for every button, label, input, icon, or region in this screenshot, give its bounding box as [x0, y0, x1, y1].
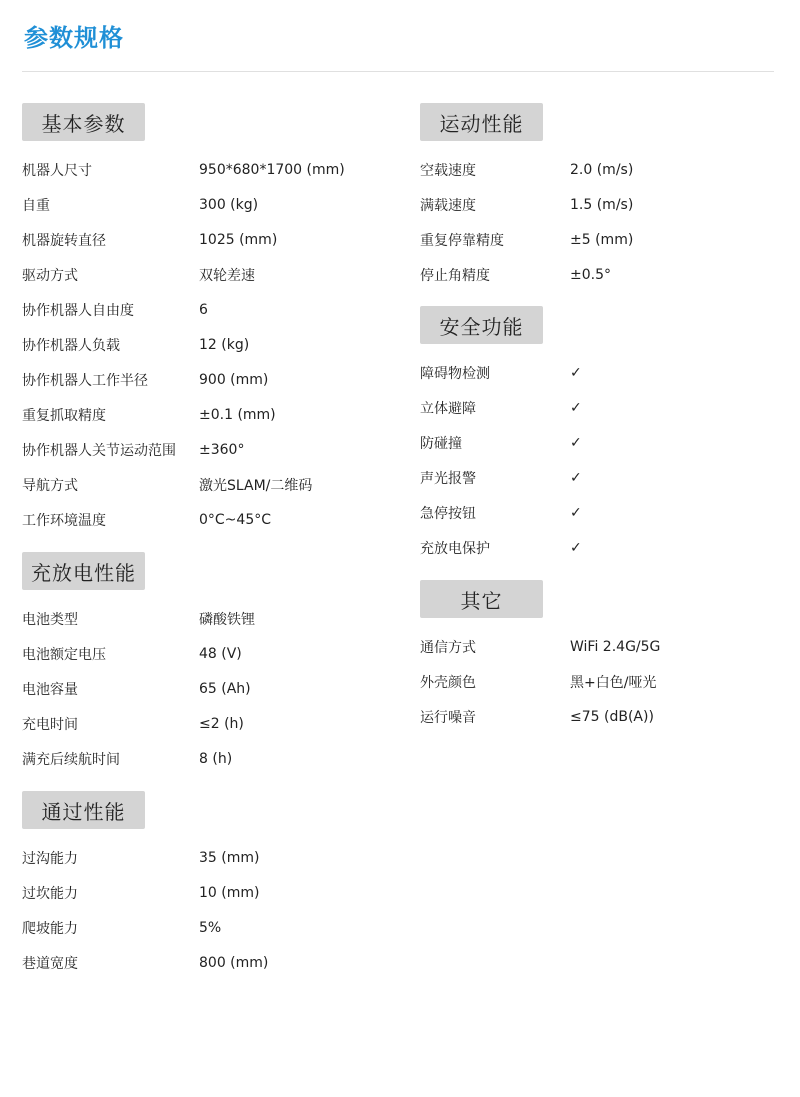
spec-rows-other: [420, 629, 780, 734]
spec-label: 自重: [22, 197, 50, 214]
spec-label: 协作机器人工作半径: [22, 372, 148, 389]
spec-value: 300 (kg): [199, 196, 259, 213]
section-header-charging: 充放电性能: [22, 552, 145, 590]
spec-label: 障碍物检测: [420, 365, 490, 382]
spec-value: 磷酸铁锂: [199, 611, 255, 628]
spec-label: 外壳颜色: [420, 674, 476, 691]
spec-rows-passing: [22, 840, 382, 980]
spec-label: 电池容量: [22, 681, 78, 698]
spec-value: 1.5 (m/s): [570, 196, 634, 213]
spec-value: 10 (mm): [199, 884, 260, 901]
spec-row: [420, 257, 780, 292]
check-icon: ✓: [570, 539, 582, 556]
spec-value: 2.0 (m/s): [570, 161, 634, 178]
section-header-other: 其它: [420, 580, 543, 618]
spec-label: 机器人尺寸: [22, 162, 92, 179]
spec-value: 黑+白色/哑光: [570, 674, 657, 691]
spec-value: 8 (h): [199, 750, 233, 767]
spec-label: 电池类型: [22, 611, 78, 628]
spec-label: 导航方式: [22, 477, 78, 494]
check-icon: ✓: [570, 434, 582, 451]
spec-rows-motion: [420, 152, 780, 292]
section-passing: [22, 791, 382, 980]
spec-row: [22, 502, 382, 537]
spec-row: [420, 222, 780, 257]
spec-value: 1025 (mm): [199, 231, 278, 248]
spec-row: [420, 664, 780, 699]
section-safety: [420, 306, 780, 565]
section-motion: [420, 103, 780, 292]
spec-label: 停止角精度: [420, 267, 490, 284]
spec-label: 重复抓取精度: [22, 407, 106, 424]
section-other: [420, 580, 780, 734]
spec-row: [22, 875, 382, 910]
spec-label: 重复停靠精度: [420, 232, 504, 249]
spec-row: [22, 636, 382, 671]
spec-value: ±5 (mm): [570, 231, 634, 248]
title-divider: [22, 71, 774, 72]
spec-label: 立体避障: [420, 400, 476, 417]
spec-label: 防碰撞: [420, 435, 462, 452]
spec-row: [22, 840, 382, 875]
spec-value: 950*680*1700 (mm): [199, 161, 345, 178]
spec-label: 协作机器人负载: [22, 337, 120, 354]
spec-row: [22, 432, 382, 467]
spec-label: 协作机器人关节运动范围: [22, 442, 176, 459]
check-icon: ✓: [570, 399, 582, 416]
spec-value: 65 (Ah): [199, 680, 251, 697]
spec-label: 工作环境温度: [22, 512, 106, 529]
spec-value: ±0.1 (mm): [199, 406, 276, 423]
check-icon: ✓: [570, 504, 582, 521]
spec-value: ≤2 (h): [199, 715, 244, 732]
spec-value: 35 (mm): [199, 849, 260, 866]
section-header-safety: 安全功能: [420, 306, 543, 344]
spec-row: [420, 629, 780, 664]
spec-value: WiFi 2.4G/5G: [570, 638, 661, 655]
spec-rows-basic: [22, 152, 382, 537]
spec-row: [22, 945, 382, 980]
spec-label: 爬坡能力: [22, 920, 78, 937]
spec-value: 800 (mm): [199, 954, 269, 971]
spec-label: 电池额定电压: [22, 646, 106, 663]
spec-row: [420, 355, 780, 390]
spec-value: 激光SLAM/二维码: [199, 477, 313, 494]
spec-value: ≤75 (dB(A)): [570, 708, 654, 725]
spec-label: 运行噪音: [420, 709, 476, 726]
spec-label: 充放电保护: [420, 540, 490, 557]
check-icon: ✓: [570, 364, 582, 381]
spec-row: [22, 397, 382, 432]
spec-label: 机器旋转直径: [22, 232, 106, 249]
spec-value: 5%: [199, 919, 222, 936]
spec-row: [420, 460, 780, 495]
spec-label: 空载速度: [420, 162, 476, 179]
spec-row: [22, 187, 382, 222]
spec-row: [22, 257, 382, 292]
check-icon: ✓: [570, 469, 582, 486]
section-charging: [22, 552, 382, 776]
spec-value: 12 (kg): [199, 336, 250, 353]
section-header-basic: 基本参数: [22, 103, 145, 141]
spec-label: 通信方式: [420, 639, 476, 656]
spec-label: 过沟能力: [22, 850, 78, 867]
spec-row: [420, 699, 780, 734]
spec-label: 驱动方式: [22, 267, 78, 284]
spec-row: [420, 530, 780, 565]
spec-label: 巷道宽度: [22, 955, 78, 972]
spec-label: 充电时间: [22, 716, 78, 733]
spec-value: 6: [199, 301, 208, 318]
spec-value: 双轮差速: [199, 267, 255, 284]
spec-label: 声光报警: [420, 470, 476, 487]
spec-row: [22, 362, 382, 397]
spec-label: 满载速度: [420, 197, 476, 214]
spec-row: [420, 495, 780, 530]
section-basic: [22, 103, 382, 537]
section-header-motion: 运动性能: [420, 103, 543, 141]
spec-row: [420, 390, 780, 425]
spec-value: ±0.5°: [570, 266, 611, 283]
spec-row: [22, 222, 382, 257]
spec-value: ±360°: [199, 441, 245, 458]
spec-row: [420, 187, 780, 222]
section-header-passing: 通过性能: [22, 791, 145, 829]
spec-value: 900 (mm): [199, 371, 269, 388]
spec-label: 过坎能力: [22, 885, 78, 902]
spec-value: 48 (V): [199, 645, 242, 662]
spec-row: [22, 467, 382, 502]
spec-rows-charging: [22, 601, 382, 776]
page-title: 参数规格: [24, 24, 124, 52]
spec-rows-safety: [420, 355, 780, 565]
spec-value: 0°C~45°C: [199, 511, 272, 528]
spec-label: 协作机器人自由度: [22, 302, 134, 319]
spec-row: [22, 327, 382, 362]
spec-row: [22, 910, 382, 945]
spec-label: 急停按钮: [420, 505, 476, 522]
spec-row: [420, 425, 780, 460]
spec-row: [22, 601, 382, 636]
spec-row: [22, 671, 382, 706]
spec-row: [22, 741, 382, 776]
spec-row: [22, 152, 382, 187]
spec-row: [22, 292, 382, 327]
spec-row: [420, 152, 780, 187]
spec-label: 满充后续航时间: [22, 751, 120, 768]
spec-row: [22, 706, 382, 741]
